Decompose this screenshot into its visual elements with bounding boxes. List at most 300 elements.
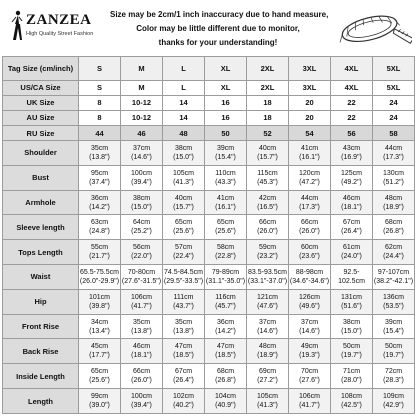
measurement-cell	[373, 364, 415, 389]
inch-value: (53.5")	[383, 302, 404, 310]
cm-value: 102cm	[172, 393, 194, 401]
cm-value: 105cm	[256, 393, 278, 401]
inch-value: (25.6")	[215, 228, 236, 236]
measurement-cell	[79, 364, 121, 389]
measurement-cell	[289, 265, 331, 290]
inch-value: (23.2")	[257, 253, 278, 261]
table-header-row	[3, 57, 415, 81]
inch-value: (45.7")	[215, 302, 236, 310]
row-label: Bust	[3, 165, 79, 190]
inch-value: (19.7")	[341, 352, 362, 360]
measurement-cell	[373, 339, 415, 364]
measurement-cell	[163, 289, 205, 314]
row-label: RU Size	[3, 126, 79, 141]
size-cell: 48	[163, 126, 205, 141]
cm-value: 106cm	[298, 393, 320, 401]
measurement-cell	[163, 364, 205, 389]
measurement-cell	[163, 389, 205, 414]
inch-value: (37.4")	[89, 178, 110, 186]
measurement-cell	[79, 265, 121, 290]
size-cell: 58	[373, 126, 415, 141]
inch-value: (29.5"-33.5")	[163, 277, 204, 285]
measurement-cell	[79, 289, 121, 314]
size-cell: 16	[205, 95, 247, 110]
inch-value: (14.6")	[299, 327, 320, 335]
measurement-cell	[331, 314, 373, 339]
size-cell: 20	[289, 95, 331, 110]
inch-value: (40.2")	[173, 402, 194, 410]
cm-value: 110cm	[215, 169, 236, 177]
cm-value: 120cm	[298, 169, 320, 177]
measurement-cell	[79, 215, 121, 240]
inch-value: (34.6"-34.6")	[289, 277, 330, 285]
inch-value: (26.0"-29.9")	[79, 277, 120, 285]
cm-value: 44cm	[300, 194, 319, 202]
size-cell: 8	[79, 110, 121, 125]
size-column-header: XL	[205, 57, 247, 81]
cm-value: 41cm	[300, 144, 319, 152]
cm-value: 62cm	[384, 244, 403, 252]
measurement-cell	[163, 165, 205, 190]
measurement-cell	[373, 289, 415, 314]
measurement-cell	[247, 190, 289, 215]
inch-value: (22.4")	[173, 253, 194, 261]
inch-value: (18.9")	[257, 352, 278, 360]
size-cell: 2XL	[247, 80, 289, 95]
inch-value: (18.1")	[341, 203, 362, 211]
measurement-cell	[247, 389, 289, 414]
inch-value: (26.8")	[383, 228, 404, 236]
cm-value: 44cm	[384, 144, 403, 152]
cm-value: 37cm	[300, 318, 319, 326]
inch-value: (51.6")	[341, 302, 362, 310]
measurement-cell	[373, 314, 415, 339]
cm-value: 111cm	[173, 293, 194, 301]
measurement-cell	[121, 190, 163, 215]
cm-value: 40cm	[174, 194, 193, 202]
inch-value: (49.2")	[341, 178, 362, 186]
inch-value: (41.7")	[131, 302, 152, 310]
measurement-cell	[205, 141, 247, 166]
measurement-cell	[289, 364, 331, 389]
size-cell: 3XL	[289, 80, 331, 95]
inch-value: (41.3")	[257, 402, 278, 410]
cm-value: 95cm	[90, 169, 109, 177]
measurement-cell	[163, 339, 205, 364]
inch-value: (39.0")	[89, 402, 110, 410]
inch-value: (26.8")	[215, 377, 236, 385]
cm-value: 104cm	[214, 393, 236, 401]
cm-value: 40cm	[258, 144, 277, 152]
row-label: Tops Length	[3, 240, 79, 265]
cm-value: 65cm	[216, 219, 235, 227]
cm-value: 108cm	[340, 393, 362, 401]
inch-value: (31.1"-35.0")	[205, 277, 246, 285]
inch-value: (15.0")	[341, 327, 362, 335]
inch-value: (21.7")	[89, 253, 110, 261]
measurement-cell	[121, 289, 163, 314]
measurement-cell	[121, 339, 163, 364]
size-cell: 18	[247, 110, 289, 125]
cm-value: 49cm	[300, 343, 319, 351]
measurement-cell	[331, 364, 373, 389]
cm-value: 66cm	[300, 219, 319, 227]
measurement-cell	[205, 190, 247, 215]
measurement-cell	[247, 314, 289, 339]
cm-value: 125cm	[340, 169, 362, 177]
measurement-cell	[373, 240, 415, 265]
inch-value: (51.2")	[383, 178, 404, 186]
cm-value: 79-89cm	[211, 268, 240, 276]
row-label: Shoulder	[3, 141, 79, 166]
measurement-cell	[121, 265, 163, 290]
measurement-cell	[289, 215, 331, 240]
size-cell: S	[79, 80, 121, 95]
inch-value: (27.2")	[257, 377, 278, 385]
inch-value: (16.9")	[341, 153, 362, 161]
notice-line: Size may be 2cm/1 inch inaccuracy due to hand measure,	[110, 10, 329, 19]
inch-value: (26.4")	[341, 228, 362, 236]
size-cell: L	[163, 80, 205, 95]
measurement-cell	[163, 215, 205, 240]
measurement-cell	[205, 240, 247, 265]
inch-value: (18.1")	[131, 352, 152, 360]
size-cell: 24	[373, 110, 415, 125]
inch-value: (24.8")	[89, 228, 110, 236]
measurement-cell	[205, 314, 247, 339]
size-cell: XL	[205, 80, 247, 95]
size-cell: 46	[121, 126, 163, 141]
measurement-cell	[289, 190, 331, 215]
measurement-cell	[121, 215, 163, 240]
size-cell: 18	[247, 95, 289, 110]
row-label: AU Size	[3, 110, 79, 125]
cm-value: 72cm	[384, 368, 403, 376]
cm-value: 48cm	[384, 194, 403, 202]
inch-value: (41.7")	[299, 402, 320, 410]
cm-value: 67cm	[342, 219, 361, 227]
measurement-cell	[205, 389, 247, 414]
cm-value: 56cm	[132, 244, 151, 252]
cm-value: 38cm	[174, 144, 193, 152]
chart-header	[0, 0, 416, 58]
inch-value: (17.3")	[383, 153, 404, 161]
size-cell: 54	[289, 126, 331, 141]
cm-value: 67cm	[174, 368, 193, 376]
cm-value: 55cm	[90, 244, 109, 252]
measurement-cell	[289, 141, 331, 166]
size-conversion-row	[3, 95, 415, 110]
inch-value: (25.2")	[131, 228, 152, 236]
inch-value: (15.0")	[131, 203, 152, 211]
measurement-row	[3, 141, 415, 166]
measurement-cell	[247, 364, 289, 389]
measurement-cell	[331, 265, 373, 290]
row-label: Inside Length	[3, 364, 79, 389]
row-label: Front Rise	[3, 314, 79, 339]
size-column-header: S	[79, 57, 121, 81]
cm-value: 50cm	[384, 343, 403, 351]
size-conversion-row	[3, 110, 415, 125]
cm-value: 42cm	[258, 194, 277, 202]
inch-value: (17.7")	[89, 352, 110, 360]
inch-value: (22.8")	[215, 253, 236, 261]
cm-value: 36cm	[90, 194, 109, 202]
size-cell: 5XL	[373, 80, 415, 95]
inch-value: (22.0")	[131, 253, 152, 261]
cm-value: 65cm	[90, 368, 109, 376]
row-label: US/CA Size	[3, 80, 79, 95]
cm-value: 121cm	[256, 293, 278, 301]
size-cell: 50	[205, 126, 247, 141]
size-cell: 14	[163, 110, 205, 125]
cm-value: 68cm	[384, 219, 403, 227]
row-label: UK Size	[3, 95, 79, 110]
cm-value: 47cm	[174, 343, 193, 351]
inch-value: (13.8")	[131, 327, 152, 335]
measurement-cell	[163, 141, 205, 166]
row-label: Waist	[3, 265, 79, 290]
inch-value: (23.6")	[299, 253, 320, 261]
measurement-cell	[121, 389, 163, 414]
measurement-cell	[79, 389, 121, 414]
measurement-cell	[247, 215, 289, 240]
brand-name: ZANZEA	[26, 12, 92, 28]
measurement-cell	[79, 339, 121, 364]
inch-value: (41.3")	[173, 178, 194, 186]
inch-value: (39.8")	[89, 302, 110, 310]
measurement-cell	[331, 215, 373, 240]
cm-value: 37cm	[132, 144, 151, 152]
measurement-cell	[289, 389, 331, 414]
notice-line: Color may be little different due to monitor,	[136, 24, 300, 33]
measurement-cell	[289, 339, 331, 364]
measurement-cell	[331, 339, 373, 364]
inch-value: 102.5cm	[338, 277, 365, 285]
inch-value: (14.6")	[131, 153, 152, 161]
cm-value: 48cm	[258, 343, 277, 351]
measurement-cell	[373, 389, 415, 414]
size-cell: 14	[163, 95, 205, 110]
cm-value: 83.5-93.5cm	[248, 268, 287, 276]
size-conversion-row	[3, 80, 415, 95]
measurement-cell	[247, 165, 289, 190]
inch-value: (28.3")	[383, 377, 404, 385]
cm-value: 60cm	[300, 244, 319, 252]
size-cell: M	[121, 80, 163, 95]
cm-value: 74.5-84.5cm	[164, 268, 203, 276]
row-label: Armhole	[3, 190, 79, 215]
size-cell: 22	[331, 110, 373, 125]
measurement-cell	[205, 265, 247, 290]
size-cell: 52	[247, 126, 289, 141]
cm-value: 38cm	[132, 194, 151, 202]
measurement-cell	[247, 339, 289, 364]
cm-value: 41cm	[216, 194, 235, 202]
inch-value: (26.0")	[299, 228, 320, 236]
inch-value: (13.4")	[89, 327, 110, 335]
cm-value: 46cm	[132, 343, 151, 351]
size-column-header: 4XL	[331, 57, 373, 81]
cm-value: 130cm	[382, 169, 404, 177]
cm-value: 105cm	[172, 169, 194, 177]
inch-value: (18.9")	[383, 203, 404, 211]
measurement-cell	[163, 314, 205, 339]
cm-value: 66cm	[258, 219, 277, 227]
cm-value: 63cm	[90, 219, 109, 227]
size-table	[2, 56, 415, 414]
cm-value: 136cm	[382, 293, 404, 301]
measurement-cell	[205, 215, 247, 240]
measurement-cell	[247, 265, 289, 290]
size-cell: 10-12	[121, 95, 163, 110]
size-column-header: 3XL	[289, 57, 331, 81]
inch-value: (26.0")	[257, 228, 278, 236]
inch-value: (26.0")	[131, 377, 152, 385]
size-cell: 16	[205, 110, 247, 125]
measurement-cell	[79, 240, 121, 265]
tag-size-header: Tag Size (cm/inch)	[3, 57, 79, 81]
cm-value: 70-80cm	[127, 268, 156, 276]
measurement-cell	[79, 165, 121, 190]
cm-value: 126cm	[298, 293, 320, 301]
cm-value: 116cm	[215, 293, 236, 301]
inch-value: (15.4")	[215, 153, 236, 161]
cm-value: 66cm	[132, 368, 151, 376]
cm-value: 35cm	[174, 318, 193, 326]
measurement-cell	[331, 240, 373, 265]
measurement-cell	[373, 265, 415, 290]
row-label: Length	[3, 389, 79, 414]
measurement-cell	[289, 289, 331, 314]
cm-value: 100cm	[130, 169, 152, 177]
inch-value: (13.8")	[173, 327, 194, 335]
cm-value: 36cm	[216, 318, 235, 326]
cm-value: 58cm	[216, 244, 235, 252]
size-column-header: L	[163, 57, 205, 81]
inch-value: (16.1")	[215, 203, 236, 211]
inch-value: (42.9")	[383, 402, 404, 410]
cm-value: 68cm	[216, 368, 235, 376]
size-cell: 24	[373, 95, 415, 110]
inch-value: (38.2"-42.1")	[373, 277, 414, 285]
measurement-cell	[247, 289, 289, 314]
measurement-row	[3, 190, 415, 215]
inch-value: (28.0")	[341, 377, 362, 385]
measurement-notice	[110, 8, 329, 50]
row-label: Hip	[3, 289, 79, 314]
inch-value: (24.0")	[341, 253, 362, 261]
cm-value: 47cm	[216, 343, 235, 351]
measurement-cell	[331, 190, 373, 215]
inch-value: (19.7")	[383, 352, 404, 360]
cm-value: 34cm	[90, 318, 109, 326]
measurement-cell	[79, 141, 121, 166]
measurement-cell	[79, 190, 121, 215]
measurement-cell	[163, 240, 205, 265]
cm-value: 97-107cm	[377, 268, 410, 276]
inch-value: (43.3")	[215, 178, 236, 186]
inch-value: (18.5")	[173, 352, 194, 360]
inch-value: (25.6")	[89, 377, 110, 385]
cm-value: 70cm	[300, 368, 319, 376]
size-cell: 22	[331, 95, 373, 110]
cm-value: 39cm	[216, 144, 235, 152]
inch-value: (42.5")	[341, 402, 362, 410]
inch-value: (14.2")	[89, 203, 110, 211]
inch-value: (17.3")	[299, 203, 320, 211]
cm-value: 65cm	[174, 219, 193, 227]
cm-value: 61cm	[342, 244, 361, 252]
cm-value: 101cm	[88, 293, 110, 301]
size-conversion-row	[3, 126, 415, 141]
measurement-cell	[205, 165, 247, 190]
measurement-cell	[331, 141, 373, 166]
measurement-cell	[331, 165, 373, 190]
cm-value: 59cm	[258, 244, 277, 252]
inch-value: (19.3")	[299, 352, 320, 360]
size-cell: 44	[79, 126, 121, 141]
inch-value: (39.4")	[131, 402, 152, 410]
measurement-cell	[205, 339, 247, 364]
measurement-cell	[121, 141, 163, 166]
measurement-cell	[121, 240, 163, 265]
measurement-row	[3, 165, 415, 190]
row-label: Sleeve length	[3, 215, 79, 240]
measurement-cell	[205, 364, 247, 389]
cm-value: 106cm	[130, 293, 152, 301]
cm-value: 50cm	[342, 343, 361, 351]
inch-value: (49.6")	[299, 302, 320, 310]
size-column-header: 2XL	[247, 57, 289, 81]
cm-value: 65.5-75.5cm	[80, 268, 119, 276]
row-label: Back Rise	[3, 339, 79, 364]
inch-value: (25.6")	[173, 228, 194, 236]
measurement-cell	[331, 389, 373, 414]
measuring-tape-icon	[334, 4, 412, 56]
inch-value: (27.6"-31.5")	[121, 277, 162, 285]
measurement-row	[3, 389, 415, 414]
inch-value: (40.9")	[215, 402, 236, 410]
cm-value: 99cm	[90, 393, 109, 401]
measurement-row	[3, 215, 415, 240]
brand-tagline: High Quality Street Fashion	[26, 31, 94, 37]
measurement-cell	[121, 165, 163, 190]
cm-value: 100cm	[130, 393, 152, 401]
inch-value: (24.4")	[383, 253, 404, 261]
cm-value: 88-98cm	[295, 268, 324, 276]
inch-value: (45.3")	[257, 178, 278, 186]
measurement-cell	[163, 190, 205, 215]
inch-value: (33.1"-37.0")	[247, 277, 288, 285]
cm-value: 43cm	[342, 144, 361, 152]
inch-value: (15.7")	[173, 203, 194, 211]
measurement-cell	[373, 165, 415, 190]
inch-value: (15.4")	[383, 327, 404, 335]
inch-value: (16.1")	[299, 153, 320, 161]
brand-logo	[4, 6, 110, 54]
cm-value: 71cm	[342, 368, 361, 376]
measurement-cell	[121, 314, 163, 339]
inch-value: (16.5")	[257, 203, 278, 211]
size-column-header: M	[121, 57, 163, 81]
measurement-cell	[289, 314, 331, 339]
cm-value: 38cm	[342, 318, 361, 326]
notice-line: thanks for your understanding!	[158, 38, 278, 47]
cm-value: 64cm	[132, 219, 151, 227]
size-cell: 4XL	[331, 80, 373, 95]
inch-value: (14.6")	[257, 327, 278, 335]
